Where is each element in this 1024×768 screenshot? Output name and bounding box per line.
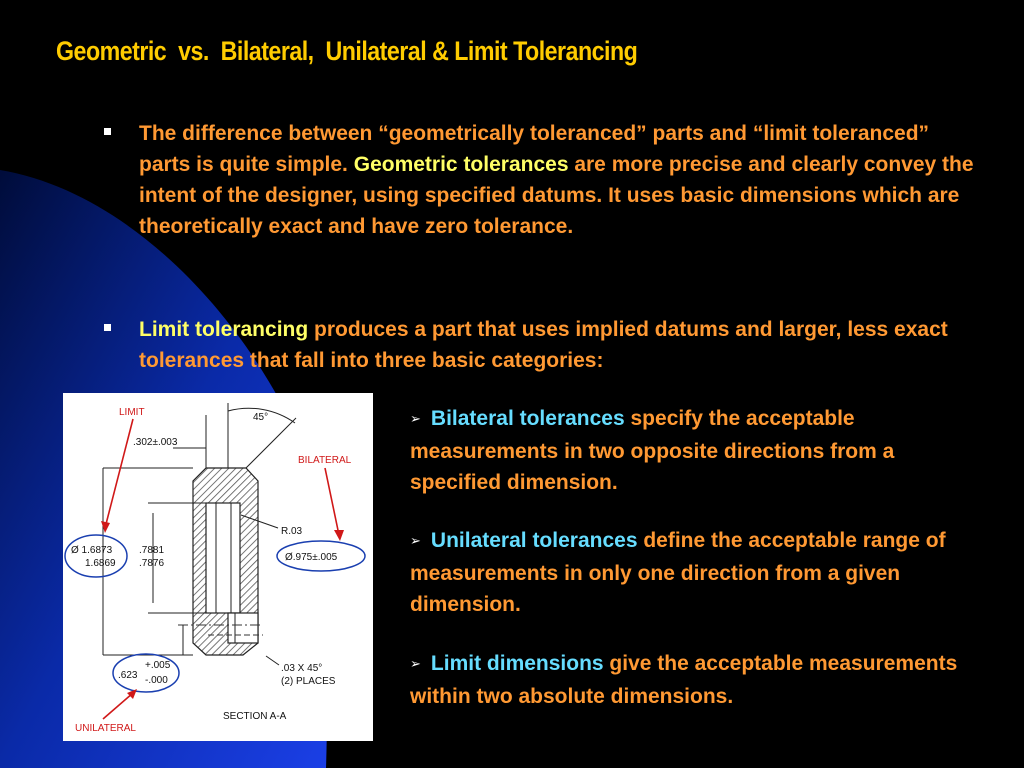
sub1-highlight: Bilateral tolerances [430, 407, 625, 430]
bullet-marker [104, 128, 111, 135]
arrow-bullet-icon: ➢ [410, 656, 421, 671]
limit-callout-circle [65, 535, 127, 577]
dim-chamfer: .03 X 45° [281, 663, 323, 674]
dim-45: 45° [253, 412, 269, 423]
bullet1-text-a: The difference between “geometrically toleranced” parts and “limit toleranced” parts is quite simple. [139, 122, 930, 176]
bullet-geometric-text [139, 118, 984, 242]
part-section [193, 468, 258, 655]
sub2-highlight: Unilateral tolerances [430, 529, 638, 552]
slide-title: Geometric vs. Bilateral, Unilateral & Limit Tolerancing [56, 36, 638, 66]
bilateral-arrowhead [334, 530, 344, 541]
dim-975: Ø.975±.005 [285, 552, 338, 563]
arrow-bullet-icon: ➢ [410, 533, 421, 548]
unilateral-arrow [103, 693, 133, 719]
bullet-limit [104, 314, 984, 376]
sub-limit-dimensions [410, 648, 980, 712]
limit-arrowhead [101, 521, 110, 533]
bullet2-highlight: Limit tolerancing [139, 318, 309, 341]
dim-7876: .7876 [139, 558, 165, 569]
label-bilateral: BILATERAL [298, 455, 352, 466]
dim-623: .623 [118, 670, 138, 681]
section-drawing [63, 393, 373, 741]
chamfer-line [246, 418, 296, 468]
sub2-text: define the acceptable range of measurements in only one direction from a given dimension. [410, 529, 946, 616]
arrow-bullet-icon: ➢ [410, 411, 421, 426]
dim-limit-top: Ø 1.6873 [71, 545, 113, 556]
sub3-text: give the acceptable measurements within two absolute dimensions. [410, 652, 958, 708]
dim-plus: +.005 [145, 660, 171, 671]
section-label: SECTION A-A [223, 711, 287, 722]
limit-arrow [105, 419, 133, 528]
sub3-highlight: Limit dimensions [430, 652, 604, 675]
dim-places: (2) PLACES [281, 676, 336, 687]
leader-line [266, 656, 279, 665]
bullet1-text-b: are more precise and clearly convey the intent of the designer, using specified datums. It uses basic dimensions which are theoretically exact and have zero tolerance. [139, 153, 974, 238]
sub-unilateral [410, 525, 980, 620]
dim-7881: .7881 [139, 545, 165, 556]
bullet2-text: produces a part that uses implied datums and larger, less exact tolerances that fall into three basic categories: [139, 318, 948, 372]
bullet-limit-text [139, 314, 984, 376]
sub1-text: specify the acceptable measurements in two opposite directions from a specified dimension. [410, 407, 895, 494]
dim-limit-bottom: 1.6869 [85, 558, 116, 569]
sub-bilateral [410, 403, 980, 498]
label-limit: LIMIT [119, 407, 145, 418]
bullet1-highlight: Geometric tolerances [353, 153, 569, 176]
label-unilateral: UNILATERAL [75, 723, 136, 734]
bilateral-arrow [325, 468, 339, 535]
section-drawing-svg [63, 393, 373, 741]
dim-302: .302±.003 [133, 437, 178, 448]
bullet-marker [104, 324, 111, 331]
dim-r03: R.03 [281, 526, 303, 537]
bullet-geometric [104, 118, 984, 242]
dim-minus: -.000 [145, 675, 168, 686]
